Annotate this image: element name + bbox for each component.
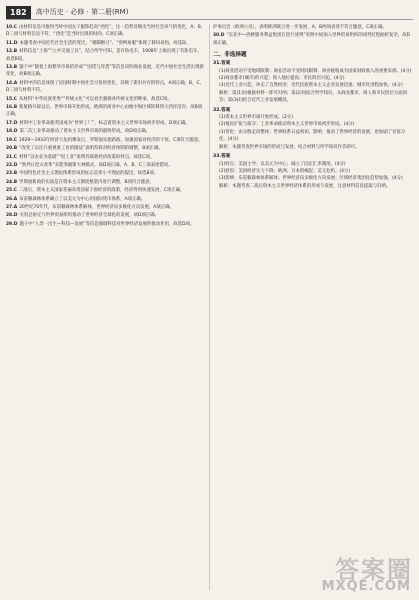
explanation-text: 二战后，资本主义国家普遍采用国家干预经济的政策，经济得到快速发展，C项正确。	[19, 188, 185, 194]
answer-entry	[6, 145, 206, 152]
answer-line: (2)殖民扩张与掠夺；工业革命推动资本主义世界市场初步形成。(4分)	[219, 122, 355, 128]
question-number: 29.D	[6, 221, 18, 227]
watermark-logo: 答案圈	[335, 556, 413, 584]
page-header	[6, 5, 413, 19]
question-number: 18.D	[6, 129, 18, 135]
question-number: 28.D	[6, 213, 18, 219]
answer-entry	[6, 120, 206, 127]
answer-heading: 33.答案	[213, 154, 231, 160]
header-rule	[6, 19, 413, 20]
explanation-text: “勃列日涅夫改革”未能突破斯大林模式，故D项正确，A、B、C三项表述错误。	[19, 162, 173, 168]
answer-entry	[6, 221, 206, 228]
question-number: 15.C	[6, 96, 18, 102]
answer-entry	[6, 104, 206, 119]
explanation-text: 由材料信息可推得当时中国女子服饰趋向“西化”，这一趋势反映出当时社会风气的变化，A、B、D三项与材料信息不符，“西化”是当时出现的时尚，C项正确。	[6, 25, 206, 38]
explanation-text: 20世纪70年代，布雷顿森林体系解体，世界经济向多极化方向发展，A项正确。	[19, 204, 174, 210]
question-number: 22.D	[6, 162, 18, 168]
answer-line: (2)商业都市(城市)的兴起；商人地位提高；市民阶层兴起。(4分)	[219, 76, 345, 82]
answer-entry	[6, 204, 206, 211]
answer-entry	[6, 96, 206, 103]
explanation-text: 题干中“人类一出生—科技—发展”等信息强调科技对世界经济发展的推动作用，故选D项。	[19, 221, 195, 227]
question-number: 20.B	[6, 146, 18, 152]
answer-heading: 32.答案	[213, 107, 231, 113]
question-number: 10.C	[6, 25, 18, 30]
question-number: 16.B	[6, 105, 18, 111]
question-number: 23.B	[6, 171, 18, 177]
page-number: 182	[6, 6, 31, 19]
answer-line: 解析：第(1)问根据材料一即可归纳；第(2)问结合所学知识，从商业都市、商人和市民阶层方面回答；第(3)问结合近代工业发展概括。	[219, 90, 408, 104]
question-number: 24.B	[6, 179, 18, 185]
answer-block	[213, 60, 413, 104]
answer-entry	[6, 24, 206, 39]
question-number: 19.C	[6, 137, 18, 143]
explanation-text: 本题考查中国近代社会生活的变迁。“裹脚陋习”、“剪辫易服”体现了移风易俗，故选D。	[19, 40, 190, 46]
right-entries	[213, 24, 413, 47]
question-number: 21.C	[6, 154, 18, 160]
explanation-text: 第二次工业革命推动了资本主义世界市场的最终形成，故D项正确。	[19, 129, 151, 135]
question-number: 11.D	[6, 40, 18, 46]
answer-line: (3)影响：布雷顿森林体系解体；世界经济向多极化方向发展；区域经济集团化趋势加强。(4分)	[219, 176, 403, 182]
explanation-text: 关贸总协定与世界贸易组织推动了世界经济全球化的发展，故D项正确。	[19, 213, 159, 219]
answer-entry	[6, 170, 206, 177]
watermark-url: MXQE.COM	[321, 579, 411, 594]
explanation-text: 布雷顿森林体系确立了以美元为中心的国际货币体系，A项正确。	[19, 196, 146, 202]
explanation-text: 护委员会（欧洲公司），表明欧洲联合进一步发展，A、B两项表述不符合题意，C项正确。	[213, 25, 387, 30]
answer-entry	[213, 24, 413, 31]
answer-line: (2)原因：美国经济实力下降；欧洲、日本的崛起；美元危机。(4分)	[219, 168, 350, 174]
question-number: 25.C	[6, 188, 18, 194]
answer-entry	[6, 162, 206, 169]
question-number: 14.A	[6, 80, 18, 86]
explanation-text: 从材料“中华民族优秀”“传统文化”可以看出强调对传统文化的继承，故选C项。	[19, 96, 172, 102]
answer-line: (3)变化：由分散走向整体；世界联系日益密切。影响：推动了世界经济的发展，也加剧了贫富分化。(4分)	[219, 129, 406, 143]
right-column	[213, 24, 413, 594]
question-number: 27.A	[6, 204, 18, 210]
answer-entry	[6, 128, 206, 135]
question-number: 12.B	[6, 49, 18, 55]
answer-entry	[6, 196, 206, 203]
answer-block	[213, 153, 413, 190]
explanation-text: 1929—1933年经济大危机爆发后，罗斯福实施新政，加强国家对经济的干预，C项符合题意。	[19, 137, 203, 143]
answer-entry	[6, 137, 206, 144]
answer-line: 解析：本题考查世界市场的形成与发展，结合材料与所学知识作答即可。	[219, 144, 360, 150]
explanation-text: 题干中“随着上海繁华市场的形成”“国货与洋货”等信息说明商业发展，近代中国社会生活出现新变化，故B项正确。	[6, 65, 204, 78]
question-number: 30.D	[213, 33, 225, 39]
question-number: 13.B	[6, 65, 18, 71]
answer-line: 解析：本题考查二战后资本主义世界经济体系的形成与发展，注意材料信息提取与归纳。	[219, 183, 391, 189]
answer-entry	[6, 212, 206, 219]
question-number: 26.A	[6, 196, 18, 202]
explanation-text: 罗斯福新政的实质是在资本主义制度框架内进行调整，B项符合题意。	[19, 179, 154, 185]
answer-entry	[6, 154, 206, 161]
answer-line: (1)资本主义世界市场开始形成。(2分)	[219, 115, 293, 121]
section-title: 二、非选择题	[213, 52, 247, 59]
book-title: 高中历史 · 必修 · 第二册(RM)	[35, 8, 129, 16]
answer-line: (3)近代工业兴起，冲击了自然经济；近代民族资本主义企业发展迅速；城市化进程加快。(4分)	[219, 83, 403, 89]
answer-entry	[6, 40, 206, 47]
answer-entry	[6, 64, 206, 79]
explanation-text: 材料中的信息体现了民国时期中国社会习俗的变化，反映了新旧并存的特点，A项正确，B、C、D三项与材料不符。	[6, 80, 204, 94]
answer-entry	[6, 48, 206, 63]
question-number: 17.D	[6, 120, 18, 126]
explanation-text: 中国特色社会主义理论体系形成的标志是邓小平理论的提出，故选B项。	[19, 171, 159, 177]
answer-entry	[6, 80, 206, 95]
answers-block	[213, 60, 413, 190]
answer-line: (1)特点：美国主导；以美元为中心；确立了固定汇率制度。(4分)	[219, 161, 346, 167]
column-divider	[209, 24, 210, 590]
answer-block	[213, 107, 413, 151]
answer-entry	[6, 187, 206, 194]
watermark	[283, 550, 413, 594]
explanation-text: 材料信息“上海”“公共交通工具”，结合所学可知，是有轨电车，1908年上海出现了有轨电车，故选B项。	[6, 49, 202, 62]
explanation-text: 新航路开辟以后，世界市场开始形成，欧洲的商业中心由地中海区域转移到大西洋沿岸，故B项正确。	[6, 105, 203, 118]
answer-line: (1)商业活动不受地域限制；商业活动不受时间限制；商业税收成为国家财政收入的重要来源。(4分)	[219, 68, 412, 74]
explanation-text: “东亚中—西欧服务利益集团在进行谈判”说明中国加入世界贸易组织的谈判过程曲折复杂，故D项正确。	[213, 33, 410, 46]
explanation-text: 材料“以农业为基础”“轻工业”说明苏联新经济政策的特点，故选C项。	[19, 154, 155, 160]
explanation-text: “改变了以往只重视重工业的做法”表明苏联对经济体制的调整，B项正确。	[19, 146, 163, 152]
explanation-text: 材料中工业革命使英国成为“世界工厂”，标志着资本主义世界市场初步形成，D项正确。	[19, 120, 190, 126]
answer-entry	[213, 32, 413, 47]
answer-entry	[6, 179, 206, 186]
left-column	[6, 24, 206, 594]
answer-heading: 31.答案	[213, 61, 231, 67]
